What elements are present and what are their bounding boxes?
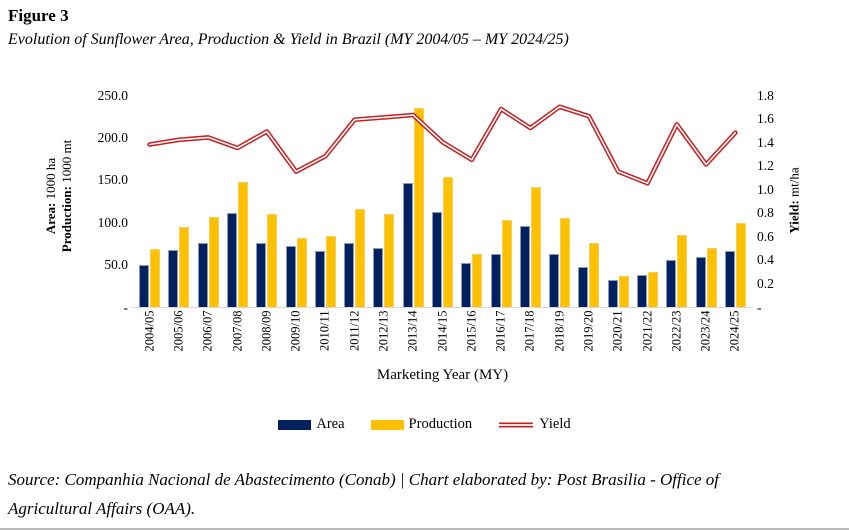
figure-number: Figure 3 xyxy=(8,6,69,25)
x-axis-label: 2022/23 xyxy=(669,310,684,352)
right-tick-label: 0.6 xyxy=(757,228,774,244)
left-tick-label: 250.0 xyxy=(97,87,128,103)
left-tick-label: 200.0 xyxy=(97,129,128,145)
left-tick-label: 150.0 xyxy=(97,172,128,188)
x-axis-label: 2015/16 xyxy=(464,310,479,352)
legend-item-yield xyxy=(498,416,570,433)
right-tick-label: 0.4 xyxy=(757,252,774,268)
right-tick-label: 0.2 xyxy=(757,275,774,291)
x-axis-label: 2024/25 xyxy=(727,310,742,352)
yield-line-series xyxy=(0,75,849,415)
x-axis-label: 2004/05 xyxy=(142,310,157,352)
chart-legend xyxy=(0,416,849,433)
x-axis-label: 2007/08 xyxy=(230,310,244,352)
legend-item-production xyxy=(371,416,473,433)
right-axis-title: Yield: mt/ha xyxy=(786,167,802,234)
x-axis-label: 2014/15 xyxy=(435,310,449,352)
left-tick-label: 100.0 xyxy=(97,214,128,230)
right-tick-label: 1.8 xyxy=(757,87,774,103)
x-axis-label: 2012/13 xyxy=(376,310,391,352)
x-axis-title: Marketing Year (MY) xyxy=(376,367,509,383)
right-tick-label: 1.6 xyxy=(757,111,774,127)
sunflower-combo-chart xyxy=(0,75,849,460)
x-axis-label: 2023/24 xyxy=(698,310,713,352)
left-tick-label: - xyxy=(123,299,128,315)
x-axis-label: 2010/11 xyxy=(317,310,332,352)
x-axis-label: 2009/10 xyxy=(288,310,303,352)
left-tick-label: 50.0 xyxy=(104,257,128,273)
legend-label-production: Production xyxy=(408,416,473,432)
right-tick-label: 0.8 xyxy=(757,205,774,221)
production-swatch-icon xyxy=(371,420,404,430)
x-axis-label: 2011/12 xyxy=(347,310,362,352)
x-axis-label: 2016/17 xyxy=(493,310,508,352)
x-axis-label: 2006/07 xyxy=(200,310,215,352)
source-note: Source: Companhia Nacional de Abastecimento (Conab) | Chart elaborated by: Post Brasilia - Office of Agricultural Affairs (OAA). xyxy=(8,470,720,518)
yield-line-icon xyxy=(498,420,534,430)
right-tick-label: 1.2 xyxy=(757,158,774,174)
right-tick-label: 1.0 xyxy=(757,181,774,197)
x-axis-label: 2017/18 xyxy=(522,310,537,352)
legend-item-area xyxy=(278,416,344,433)
legend-label-area: Area xyxy=(316,416,345,432)
left-axis-title: Area: 1000 ha Production: 1000 mt xyxy=(43,139,74,253)
x-axis-label: 2013/14 xyxy=(405,310,420,352)
x-axis-label: 2008/09 xyxy=(259,310,274,352)
x-axis-label: 2020/21 xyxy=(610,310,625,352)
legend-label-yield: Yield xyxy=(539,416,571,432)
right-tick-label: 1.4 xyxy=(757,134,774,150)
x-axis-label: 2018/19 xyxy=(552,310,567,352)
figure-title: Evolution of Sunflower Area, Production & Yield in Brazil (MY 2004/05 – MY 2024/25) xyxy=(8,31,569,48)
area-swatch-icon xyxy=(278,420,311,430)
x-axis-label: 2021/22 xyxy=(640,310,654,352)
x-axis-label: 2005/06 xyxy=(171,310,186,352)
x-axis-label: 2019/20 xyxy=(581,310,596,352)
right-tick-label: - xyxy=(757,299,762,315)
